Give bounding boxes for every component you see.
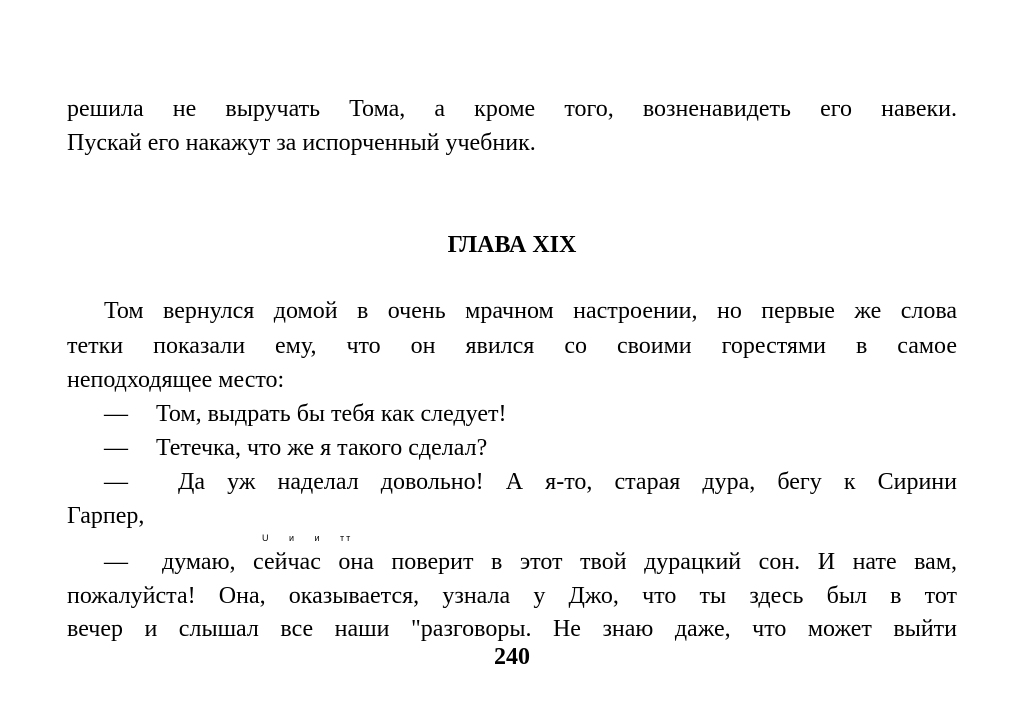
dialogue-dash: — [104,401,128,427]
dialogue-dash: — [104,469,128,495]
dialogue-text: Да уж наделал довольно! А я-то, старая дура, бегу к Сирини [178,469,957,495]
dialogue-line [104,399,957,429]
scan-artifact-text: U и и тт [262,533,353,543]
text-line: решила не выручать Тома, а кроме того, возненавидеть его навеки. [67,96,957,122]
chapter-title: ГЛАВА XIX [447,232,577,258]
dialogue-line [104,433,957,463]
text-line: тетки показали ему, что он явился со своими горестями в самое [67,333,957,359]
text-line: вечер и слышал все наши "разговоры. Не знаю даже, что может выйти [67,616,957,642]
dialogue-text: думаю, сейчас она поверит в этот твой дурацкий сон. И нате вам, [162,549,957,575]
text-line: неподходящее место: [67,367,285,393]
text-line: Гарпер, [67,503,145,529]
text-line: пожалуйста! Она, оказывается, узнала у Джо, что ты здесь был в тот [67,583,957,609]
dialogue-line [104,467,957,497]
dialogue-line [104,547,957,577]
dialogue-text: Том, выдрать бы тебя как следует! [156,401,507,427]
dialogue-dash: — [104,435,128,461]
dialogue-text: Тетечка, что же я такого сделал? [156,435,488,461]
page-number: 240 [494,644,530,670]
text-line: Том вернулся домой в очень мрачном настроении, но первые же слова [104,298,957,324]
text-line: Пускай его накажут за испорченный учебник. [67,130,536,156]
dialogue-dash: — [104,549,128,575]
